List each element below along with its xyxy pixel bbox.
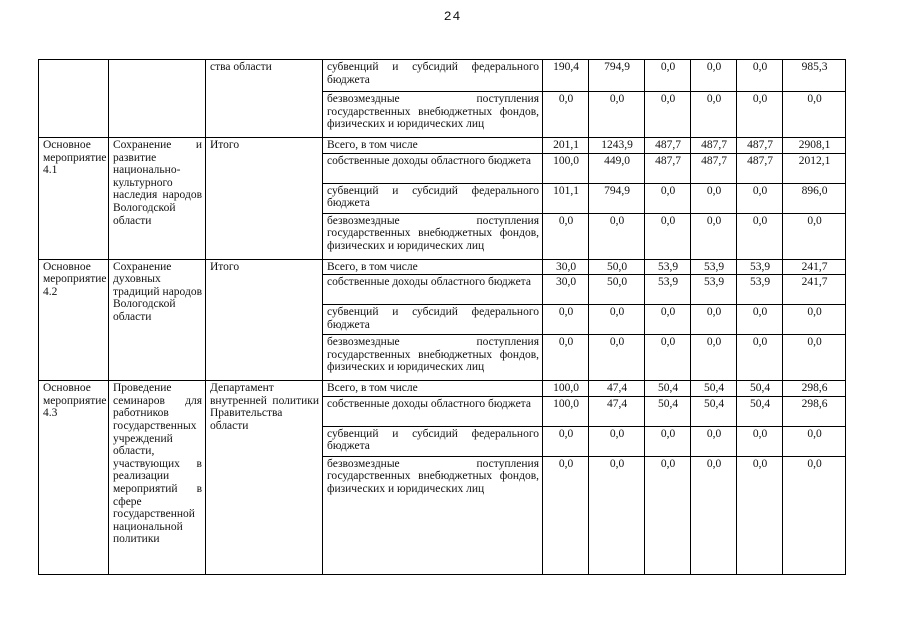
value-cell: 487,7 [691,138,737,154]
table-row [39,381,846,397]
value-cell: 0,0 [645,92,691,138]
value-cell: 0,0 [783,335,846,381]
value-cell: 0,0 [737,60,783,92]
measure-name-cell [109,60,206,138]
funding-source-cell: субвенций и субсидий федерального бюджета [323,60,543,92]
value-cell: 2908,1 [783,138,846,154]
value-cell: 30,0 [543,259,589,275]
value-cell: 0,0 [691,426,737,456]
value-cell: 101,1 [543,183,589,213]
value-cell: 50,4 [737,381,783,397]
value-cell: 487,7 [737,153,783,183]
value-cell: 0,0 [737,92,783,138]
value-cell: 50,0 [589,275,645,305]
value-cell: 50,4 [645,381,691,397]
value-cell: 0,0 [737,335,783,381]
value-cell: 298,6 [783,381,846,397]
measure-label-cell: Основное мероприятие 4.3 [39,381,109,575]
value-cell: 0,0 [691,183,737,213]
value-cell: 0,0 [783,305,846,335]
value-cell: 50,4 [645,396,691,426]
funding-source-cell: субвенций и субсидий федерального бюджета [323,305,543,335]
value-cell: 487,7 [737,138,783,154]
value-cell: 0,0 [737,426,783,456]
executor-cell: Итого [206,259,323,381]
value-cell: 100,0 [543,153,589,183]
funding-source-cell: Всего, в том числе [323,381,543,397]
value-cell: 0,0 [645,213,691,259]
funding-source-cell: субвенций и субсидий федерального бюджета [323,426,543,456]
funding-source-cell: безвозмездные поступления государственных внебюджетных фондов, физических и юридических лиц [323,335,543,381]
value-cell: 0,0 [543,92,589,138]
value-cell: 794,9 [589,183,645,213]
value-cell: 53,9 [645,259,691,275]
value-cell: 0,0 [543,456,589,574]
executor-cell: Департамент внутренней политики Правительства области [206,381,323,575]
value-cell: 0,0 [691,305,737,335]
value-cell: 0,0 [589,426,645,456]
value-cell: 50,4 [691,381,737,397]
value-cell: 0,0 [783,92,846,138]
value-cell: 0,0 [783,213,846,259]
value-cell: 50,0 [589,259,645,275]
value-cell: 0,0 [783,456,846,574]
value-cell: 241,7 [783,275,846,305]
value-cell: 487,7 [645,153,691,183]
value-cell: 0,0 [645,183,691,213]
value-cell: 50,4 [737,396,783,426]
executor-cell: Итого [206,138,323,260]
measure-name-cell: Сохранение и развитие национально-культурного наследия народов Вологодской области [109,138,206,260]
value-cell: 2012,1 [783,153,846,183]
value-cell: 53,9 [691,259,737,275]
value-cell: 0,0 [543,426,589,456]
value-cell: 30,0 [543,275,589,305]
measure-name-cell: Проведение семинаров для работников государственных учреждений области, участвующих в реализации мероприятий в сфере государственной национальной политики [109,381,206,575]
executor-cell: ства области [206,60,323,138]
funding-source-cell: безвозмездные поступления государственных внебюджетных фондов, физических и юридических лиц [323,92,543,138]
value-cell: 298,6 [783,396,846,426]
funding-source-cell: Всего, в том числе [323,259,543,275]
value-cell: 241,7 [783,259,846,275]
value-cell: 190,4 [543,60,589,92]
value-cell: 0,0 [543,305,589,335]
value-cell: 53,9 [737,275,783,305]
value-cell: 0,0 [645,305,691,335]
value-cell: 0,0 [589,335,645,381]
value-cell: 0,0 [737,183,783,213]
funding-source-cell: собственные доходы областного бюджета [323,153,543,183]
value-cell: 0,0 [543,335,589,381]
value-cell: 794,9 [589,60,645,92]
value-cell: 985,3 [783,60,846,92]
value-cell: 0,0 [645,456,691,574]
funding-source-cell: безвозмездные поступления государственных внебюджетных фондов, физических и юридических лиц [323,213,543,259]
value-cell: 0,0 [691,213,737,259]
value-cell: 47,4 [589,396,645,426]
value-cell: 47,4 [589,381,645,397]
value-cell: 53,9 [737,259,783,275]
value-cell: 0,0 [589,305,645,335]
measure-label-cell [39,60,109,138]
table-row [39,138,846,154]
value-cell: 0,0 [645,426,691,456]
value-cell: 53,9 [645,275,691,305]
measure-label-cell: Основное мероприятие 4.2 [39,259,109,381]
value-cell: 449,0 [589,153,645,183]
value-cell: 0,0 [589,92,645,138]
budget-table [38,59,846,575]
value-cell: 0,0 [691,92,737,138]
value-cell: 50,4 [691,396,737,426]
funding-source-cell: безвозмездные поступления государственных внебюджетных фондов, физических и юридических лиц [323,456,543,574]
value-cell: 201,1 [543,138,589,154]
measure-label-cell: Основное мероприятие 4.1 [39,138,109,260]
value-cell: 0,0 [589,213,645,259]
table-row [39,259,846,275]
value-cell: 53,9 [691,275,737,305]
value-cell: 0,0 [691,456,737,574]
value-cell: 896,0 [783,183,846,213]
funding-source-cell: субвенций и субсидий федерального бюджета [323,183,543,213]
funding-source-cell: собственные доходы областного бюджета [323,275,543,305]
value-cell: 1243,9 [589,138,645,154]
value-cell: 0,0 [543,213,589,259]
value-cell: 487,7 [691,153,737,183]
value-cell: 0,0 [737,305,783,335]
funding-source-cell: Всего, в том числе [323,138,543,154]
value-cell: 100,0 [543,381,589,397]
value-cell: 487,7 [645,138,691,154]
value-cell: 100,0 [543,396,589,426]
value-cell: 0,0 [645,335,691,381]
value-cell: 0,0 [737,456,783,574]
measure-name-cell: Сохранение духовных традиций народов Вологодской области [109,259,206,381]
value-cell: 0,0 [737,213,783,259]
value-cell: 0,0 [589,456,645,574]
page-number: 24 [443,9,462,24]
table-row [39,60,846,92]
value-cell: 0,0 [691,60,737,92]
value-cell: 0,0 [645,60,691,92]
value-cell: 0,0 [783,426,846,456]
funding-source-cell: собственные доходы областного бюджета [323,396,543,426]
value-cell: 0,0 [691,335,737,381]
